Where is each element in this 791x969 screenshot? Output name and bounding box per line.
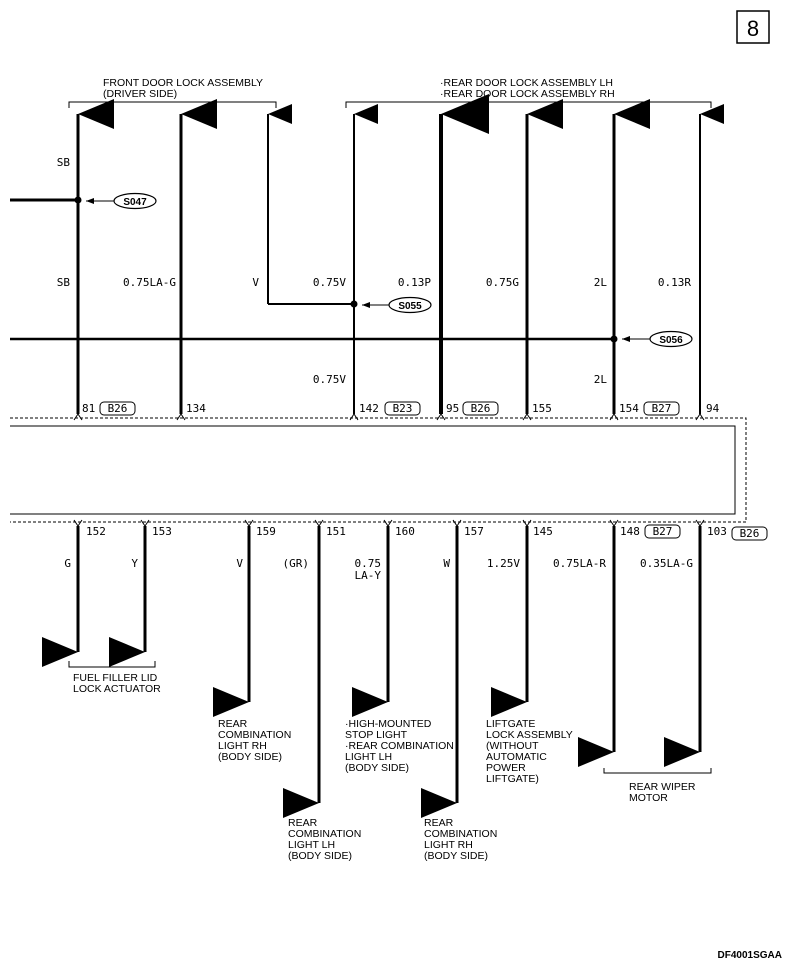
dest-line: COMBINATION (218, 729, 292, 741)
wire-label-gr: (GR) (282, 557, 309, 570)
pin-154: 154 (619, 402, 639, 415)
wire-label-075la-r: 0.75LA-R (553, 557, 606, 570)
pin-157: 157 (464, 525, 484, 538)
wire-label-la-y-line2: LA-Y (354, 569, 381, 582)
pin-81: 81 (82, 402, 96, 415)
connector-b26-a: B26 (107, 402, 128, 415)
pin-152: 152 (86, 525, 106, 538)
doc-code: DF4001SGAA (717, 950, 782, 961)
dest-rear-comb-rh (218, 718, 291, 763)
dest-line: ·HIGH-MOUNTED (345, 718, 432, 730)
bottom-wire-labels (64, 557, 693, 582)
dest-line: AUTOMATIC (486, 751, 547, 763)
junction-dots (75, 197, 618, 343)
wire-label-v: V (252, 276, 259, 289)
page-number: 8 (746, 16, 760, 41)
pin-160: 160 (395, 525, 415, 538)
dest-high-mounted (345, 718, 454, 774)
wire-label-075g: 0.75G (485, 276, 519, 289)
fuel-filler-label-line2: LOCK ACTUATOR (73, 683, 161, 695)
front-door-lock-group (69, 77, 276, 108)
wire-label-035la-g: 0.35LA-G (640, 557, 693, 570)
pin-155: 155 (532, 402, 552, 415)
wire-label-y: Y (131, 557, 138, 570)
splice-s055-label: S055 (398, 301, 422, 312)
rear-wiper-group (604, 768, 711, 804)
wire-label-sb-upper: SB (56, 156, 70, 169)
wire-label-125v: 1.25V (486, 557, 520, 570)
dest-line: (BODY SIDE) (424, 850, 488, 862)
connector-b26-b: B26 (470, 402, 491, 415)
dest-rear-comb-lh (288, 817, 361, 862)
fuel-filler-group (69, 661, 161, 695)
dest-line: POWER (486, 762, 526, 774)
splice-s055 (362, 298, 431, 313)
splice-s056 (622, 332, 692, 347)
wire-label-013p: 0.13P (397, 276, 431, 289)
top-pins (82, 402, 720, 415)
control-unit-box (10, 418, 746, 522)
horizontal-wires (10, 200, 614, 339)
splice-s047-label: S047 (123, 197, 147, 208)
wire-label-075v-upper: 0.75V (312, 276, 346, 289)
front-door-label-line2: (DRIVER SIDE) (103, 88, 178, 100)
dest-line: REAR (218, 718, 248, 730)
connector-b26-bottom: B26 (739, 527, 760, 540)
dest-line: (BODY SIDE) (345, 762, 409, 774)
pin-142: 142 (359, 402, 379, 415)
connector-b27-bottom: B27 (652, 525, 673, 538)
wire-label-2l-lower: 2L (593, 373, 607, 386)
wire-label-075v-lower: 0.75V (312, 373, 346, 386)
dest-line: LOCK ASSEMBLY (486, 729, 573, 741)
splice-s056-label: S056 (659, 335, 683, 346)
dest-line: LIGHT LH (288, 839, 336, 851)
rear-door-label-line1: ·REAR DOOR LOCK ASSEMBLY LH (440, 77, 613, 89)
dest-line: LIGHT RH (424, 839, 473, 851)
dest-line: LIFTGATE) (486, 773, 539, 785)
rear-door-label-line2: ·REAR DOOR LOCK ASSEMBLY RH (440, 88, 615, 100)
dest-line: STOP LIGHT (345, 729, 408, 741)
pin-159: 159 (256, 525, 276, 538)
wire-label-2l-upper: 2L (593, 276, 607, 289)
front-door-label-line1: FRONT DOOR LOCK ASSEMBLY (103, 77, 264, 89)
pin-145: 145 (533, 525, 553, 538)
wire-label-013r: 0.13R (657, 276, 691, 289)
rear-wiper-label-line2: MOTOR (629, 792, 668, 804)
top-wires (78, 114, 700, 414)
dest-line: LIGHT RH (218, 740, 267, 752)
wire-label-075-line1: 0.75 (354, 557, 381, 570)
rear-door-lock-group (346, 77, 711, 108)
rear-wiper-label-line1: REAR WIPER (629, 781, 696, 793)
wire-label-w: W (443, 557, 450, 570)
wire-label-v-bottom: V (236, 557, 243, 570)
dest-rear-comb-rh-2 (424, 817, 497, 862)
dest-line: (WITHOUT (486, 740, 539, 752)
connector-b23: B23 (392, 402, 413, 415)
pin-103: 103 (707, 525, 727, 538)
pin-151: 151 (326, 525, 346, 538)
wire-label-sb-lower: SB (56, 276, 70, 289)
pin-148: 148 (620, 525, 640, 538)
connector-b27-top: B27 (651, 402, 672, 415)
dest-line: COMBINATION (424, 828, 498, 840)
dest-liftgate (486, 718, 573, 785)
dest-line: REAR (424, 817, 454, 829)
dest-line: COMBINATION (288, 828, 362, 840)
dest-line: LIGHT LH (345, 751, 393, 763)
bottom-pins (86, 525, 767, 540)
pin-94: 94 (706, 402, 720, 415)
dest-line: REAR (288, 817, 318, 829)
wire-label-075la-g: 0.75LA-G (123, 276, 176, 289)
dest-line: (BODY SIDE) (218, 751, 282, 763)
top-wire-labels (57, 156, 692, 386)
wire-label-g: G (64, 557, 71, 570)
pin-134: 134 (186, 402, 206, 415)
page-number-box (737, 11, 769, 43)
dest-line: LIFTGATE (486, 718, 536, 730)
fuel-filler-label-line1: FUEL FILLER LID (73, 672, 158, 684)
pin-153: 153 (152, 525, 172, 538)
splice-s047 (86, 194, 156, 209)
dest-line: (BODY SIDE) (288, 850, 352, 862)
dest-line: ·REAR COMBINATION (345, 740, 454, 752)
pin-95: 95 (446, 402, 460, 415)
